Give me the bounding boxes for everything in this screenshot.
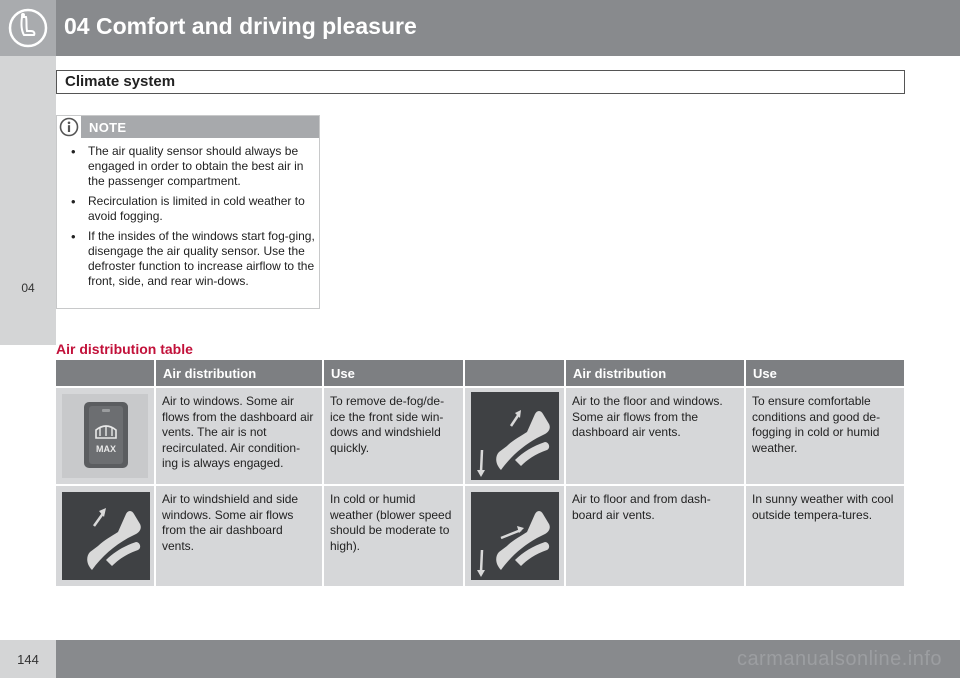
chapter-title: 04 Comfort and driving pleasure <box>64 13 417 39</box>
table-row-icon-cell <box>465 388 564 484</box>
table-header-blank <box>465 360 564 386</box>
airflow-floor-dashboard-icon <box>471 492 559 580</box>
info-icon <box>59 117 79 137</box>
section-title-box <box>56 70 905 94</box>
use-text: In cold or humid weather (blower speed should be moderate to high). <box>330 492 452 553</box>
distribution-text: Air to floor and from dash-board air vents. <box>572 492 711 522</box>
table-row-icon-cell <box>465 486 564 586</box>
table-cell <box>566 388 744 484</box>
table-cell <box>156 388 322 484</box>
chapter-number: 04 <box>21 281 35 295</box>
note-item: • If the insides of the windows start fog-ging, disengage the air quality sensor. Use the defroster function to increase airflow to the front, side, and rear win-dows. <box>71 229 315 289</box>
table-header-label: Air distribution <box>573 366 667 381</box>
distribution-text: Air to windshield and side windows. Some air flows from the air dashboard vents. <box>162 492 299 553</box>
use-text: To ensure comfortable conditions and good de-fogging in cold or humid weather. <box>752 394 881 455</box>
use-text: In sunny weather with cool outside tempera-tures. <box>752 492 894 522</box>
distribution-text: Air to windows. Some air flows from the dashboard air vents. The air is not recirculated. Air condition-ing is always engaged. <box>162 394 314 470</box>
table-cell <box>746 486 904 586</box>
max-button-label: MAX <box>96 444 116 454</box>
distribution-text: Air to the floor and windows. Some air flows from the dashboard air vents. <box>572 394 723 439</box>
table-header-cell <box>156 360 322 386</box>
table-cell <box>324 388 463 484</box>
table-title: Air distribution table <box>56 341 193 357</box>
table-header-blank <box>56 360 154 386</box>
defroster-max-button-icon <box>62 394 148 478</box>
note-header <box>81 116 319 138</box>
table-cell <box>566 486 744 586</box>
seat-icon <box>0 0 56 56</box>
table-header-label: Use <box>753 366 777 381</box>
page-number-box <box>0 640 56 678</box>
chapter-header <box>0 0 960 56</box>
table-row-icon-cell <box>56 388 154 484</box>
use-text: To remove de-fog/de-ice the front side win-dows and windshield quickly. <box>330 394 445 455</box>
note-label: NOTE <box>89 120 127 135</box>
table-header-label: Use <box>331 366 355 381</box>
watermark: carmanualsonline.info <box>736 648 942 670</box>
note-item: • The air quality sensor should always be engaged in order to obtain the best air in the passenger compartment. <box>71 144 315 189</box>
table-cell <box>324 486 463 586</box>
note-list <box>71 144 315 294</box>
table-cell <box>746 388 904 484</box>
table-header-cell <box>566 360 744 386</box>
table-header-cell <box>324 360 463 386</box>
chapter-tab <box>0 56 56 345</box>
note-item: • Recirculation is limited in cold weather to avoid fogging. <box>71 194 315 224</box>
chapter-icon-box <box>0 0 56 56</box>
page-number: 144 <box>17 652 39 667</box>
note-box <box>56 115 320 309</box>
page-footer <box>0 640 960 678</box>
air-distribution-table <box>56 360 904 586</box>
table-header-cell <box>746 360 904 386</box>
airflow-windshield-side-icon <box>62 492 150 580</box>
table-cell <box>156 486 322 586</box>
airflow-floor-windows-icon <box>471 392 559 480</box>
section-title: Climate system <box>65 73 176 90</box>
table-header-label: Air distribution <box>163 366 257 381</box>
table-row-icon-cell <box>56 486 154 586</box>
